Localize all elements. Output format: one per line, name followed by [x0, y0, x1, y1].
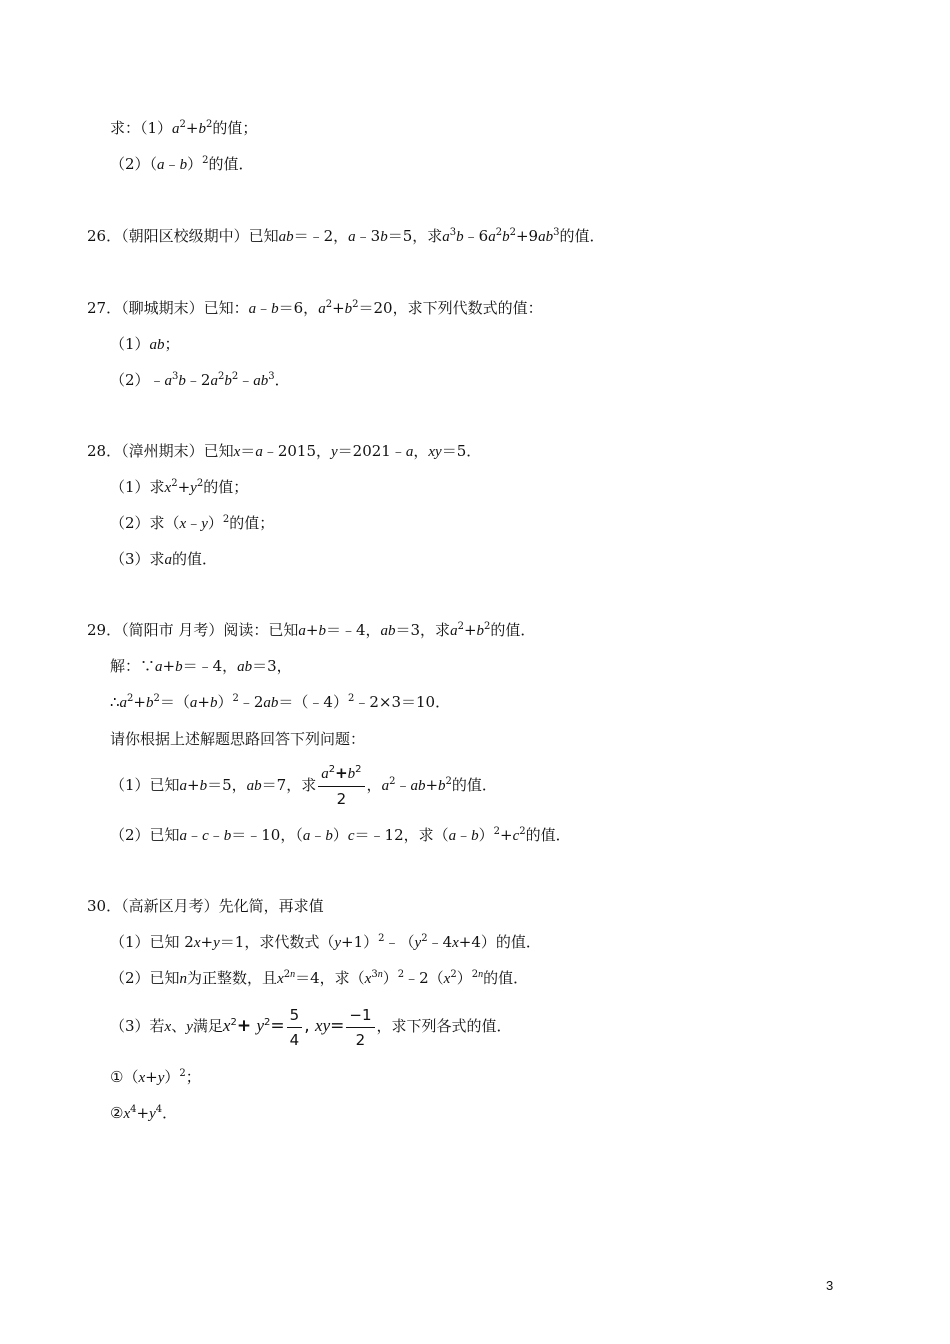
- q25-part1: 求：$(1)a^2+b^2$的值；: [110, 119, 258, 137]
- q30-part3: （3）若x、y满足$x^2+ y^2=$ $\frac{5}{4}$ , xy= $\frac{-1}{2}$ ，求下列各式的值．: [110, 1005, 512, 1049]
- q25-part2: （2）（a﹣b）$^2$的值．: [110, 155, 254, 173]
- question-30: 30．（高新区月考）先化简，再求值: [87, 897, 324, 915]
- q28-part2: （2）求（x﹣y）$^2$的值；: [110, 514, 275, 532]
- q28-part1: （1）求$x^2+y^2$的值；: [110, 478, 249, 496]
- q29-part2: （2）已知a﹣c﹣b＝﹣10，（a﹣b）c＝﹣12，求$(a﹣b)^2+c^2$的值．: [110, 826, 571, 844]
- fraction-neg1-over-2: $\frac{-1}{2}$: [346, 1005, 374, 1050]
- page-number: 3: [826, 1278, 834, 1293]
- q30-sub1: $①(x+y)^2$；: [110, 1068, 201, 1086]
- q29-solution-line1: 解：∵a+b＝﹣4，ab＝3，: [110, 657, 292, 675]
- question-28: 28．（漳州期末）已知x＝a﹣2015，y＝2021﹣a，xy＝5．: [87, 442, 482, 460]
- fraction-5-over-4: $\frac{5}{4}$: [287, 1005, 303, 1050]
- q27-part2: $(2)﹣a^3b﹣2a^2b^2﹣ab^3$．: [110, 371, 290, 389]
- q30-sub2: $②x^4+y^4$．: [110, 1104, 178, 1122]
- question-26: 26．（朝阳区校级期中）已知ab＝﹣2，a﹣3b＝5，求$a^3b﹣6a^2b^2+9ab^3$的值．: [87, 227, 605, 245]
- question-29: 29．（简阳市 月考）阅读：已知a+b＝﹣4，ab＝3，求$a^2+b^2$的值．: [87, 621, 536, 639]
- question-27: 27．（聊城期末）已知：a﹣b＝6，$a^2+b^2=20$，求下列代数式的值：: [87, 299, 543, 317]
- q30-part1: （1）已知 2x+y＝1，求代数式$(y+1)^2﹣(y^2﹣4x+4)$的值．: [110, 933, 541, 951]
- q29-prompt: 请你根据上述解题思路回答下列问题：: [110, 730, 366, 748]
- q28-part3: （3）求a的值．: [110, 550, 218, 568]
- q30-part2: （2）已知n为正整数，且$x^{2n}=4$，求$(x^{3n})^2﹣2(x^2)^{2n}$的值．: [110, 969, 529, 987]
- q29-part1: （1）已知a+b＝5，ab＝7，求 $\frac{a^2+b^2}{2}$ ，$a^2﹣ab+b^2$的值．: [110, 764, 497, 808]
- q27-part1: （1）ab；: [110, 335, 180, 353]
- fraction-a2-plus-b2-over-2: $\frac{a^2+b^2}{2}$: [318, 763, 364, 809]
- q29-solution-line2: $\therefore a^2+b^2=(a+b)^2﹣2ab=(﹣4)^2﹣2\times 3=10$．: [110, 693, 451, 711]
